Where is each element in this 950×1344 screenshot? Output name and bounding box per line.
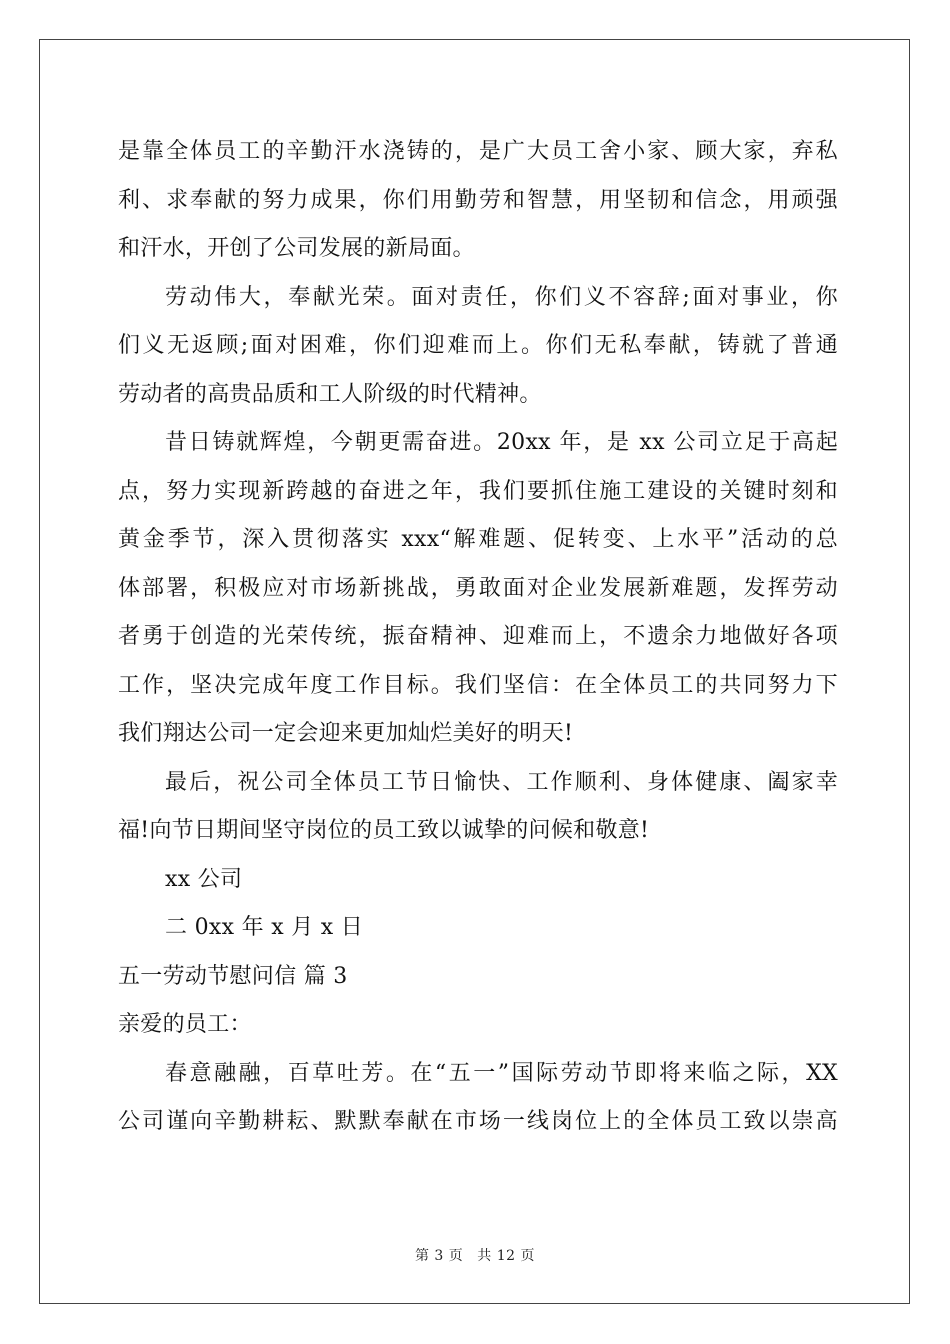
text-line: 工作，坚决完成年度工作目标。我们坚信：在全体员工的共同努力下 — [118, 672, 838, 698]
text-line: 黄金季节，深入贯彻落实 xxx“解难题、促转变、上水平”活动的总 — [118, 527, 838, 552]
text-line: 是靠全体员工的辛勤汗水浇铸的，是广大员工舍小家、顾大家，弃私 — [118, 139, 838, 164]
text-line: 劳动伟大，奉献光荣。面对责任，你们义不容辞;面对事业，你 — [165, 284, 838, 310]
text-line: 春意融融，百草吐芳。在“五一”国际劳动节即将来临之际，XX — [165, 1060, 838, 1086]
page-footer — [0, 1245, 950, 1265]
text-line: 和汗水，开创了公司发展的新局面。 — [118, 236, 475, 261]
text-line: 劳动者的高贵品质和工人阶级的时代精神。 — [118, 381, 542, 407]
page-total: 共 12 页 — [477, 1248, 536, 1264]
text-line: 昔日铸就辉煌，今朝更需奋进。20xx 年，是 xx 公司立足于高起 — [165, 430, 838, 455]
signature-date: 二 0xx 年 x 月 x 日 — [165, 915, 364, 940]
text-line: 点，努力实现新跨越的奋进之年，我们要抓住施工建设的关键时刻和 — [118, 478, 838, 504]
text-line: 福!向节日期间坚守岗位的员工致以诚挚的问候和敬意! — [118, 818, 650, 843]
text-line: 利、求奉献的努力成果，你们用勤劳和智慧，用坚韧和信念，用顽强 — [118, 187, 838, 213]
section-heading: 五一劳动节慰问信 篇 3 — [118, 963, 348, 989]
text-line: 体部署，积极应对市场新挑战，勇敢面对企业发展新难题，发挥劳动 — [118, 575, 838, 601]
page-number: 第 3 页 — [414, 1248, 464, 1264]
text-line: 我们翔达公司一定会迎来更加灿烂美好的明天! — [118, 721, 574, 746]
signature-company: xx 公司 — [165, 866, 243, 892]
salutation: 亲爱的员工： — [118, 1012, 252, 1037]
text-line: 者勇于创造的光荣传统，振奋精神、迎难而上，不遗余力地做好各项 — [118, 624, 838, 649]
document-body — [118, 128, 838, 1147]
text-line: 最后，祝公司全体员工节日愉快、工作顺利、身体健康、阖家幸 — [165, 769, 838, 795]
text-line: 们义无返顾;面对困难，你们迎难而上。你们无私奉献，铸就了普通 — [118, 333, 838, 358]
text-line: 公司谨向辛勤耕耘、默默奉献在市场一线岗位上的全体员工致以崇高 — [118, 1109, 838, 1134]
